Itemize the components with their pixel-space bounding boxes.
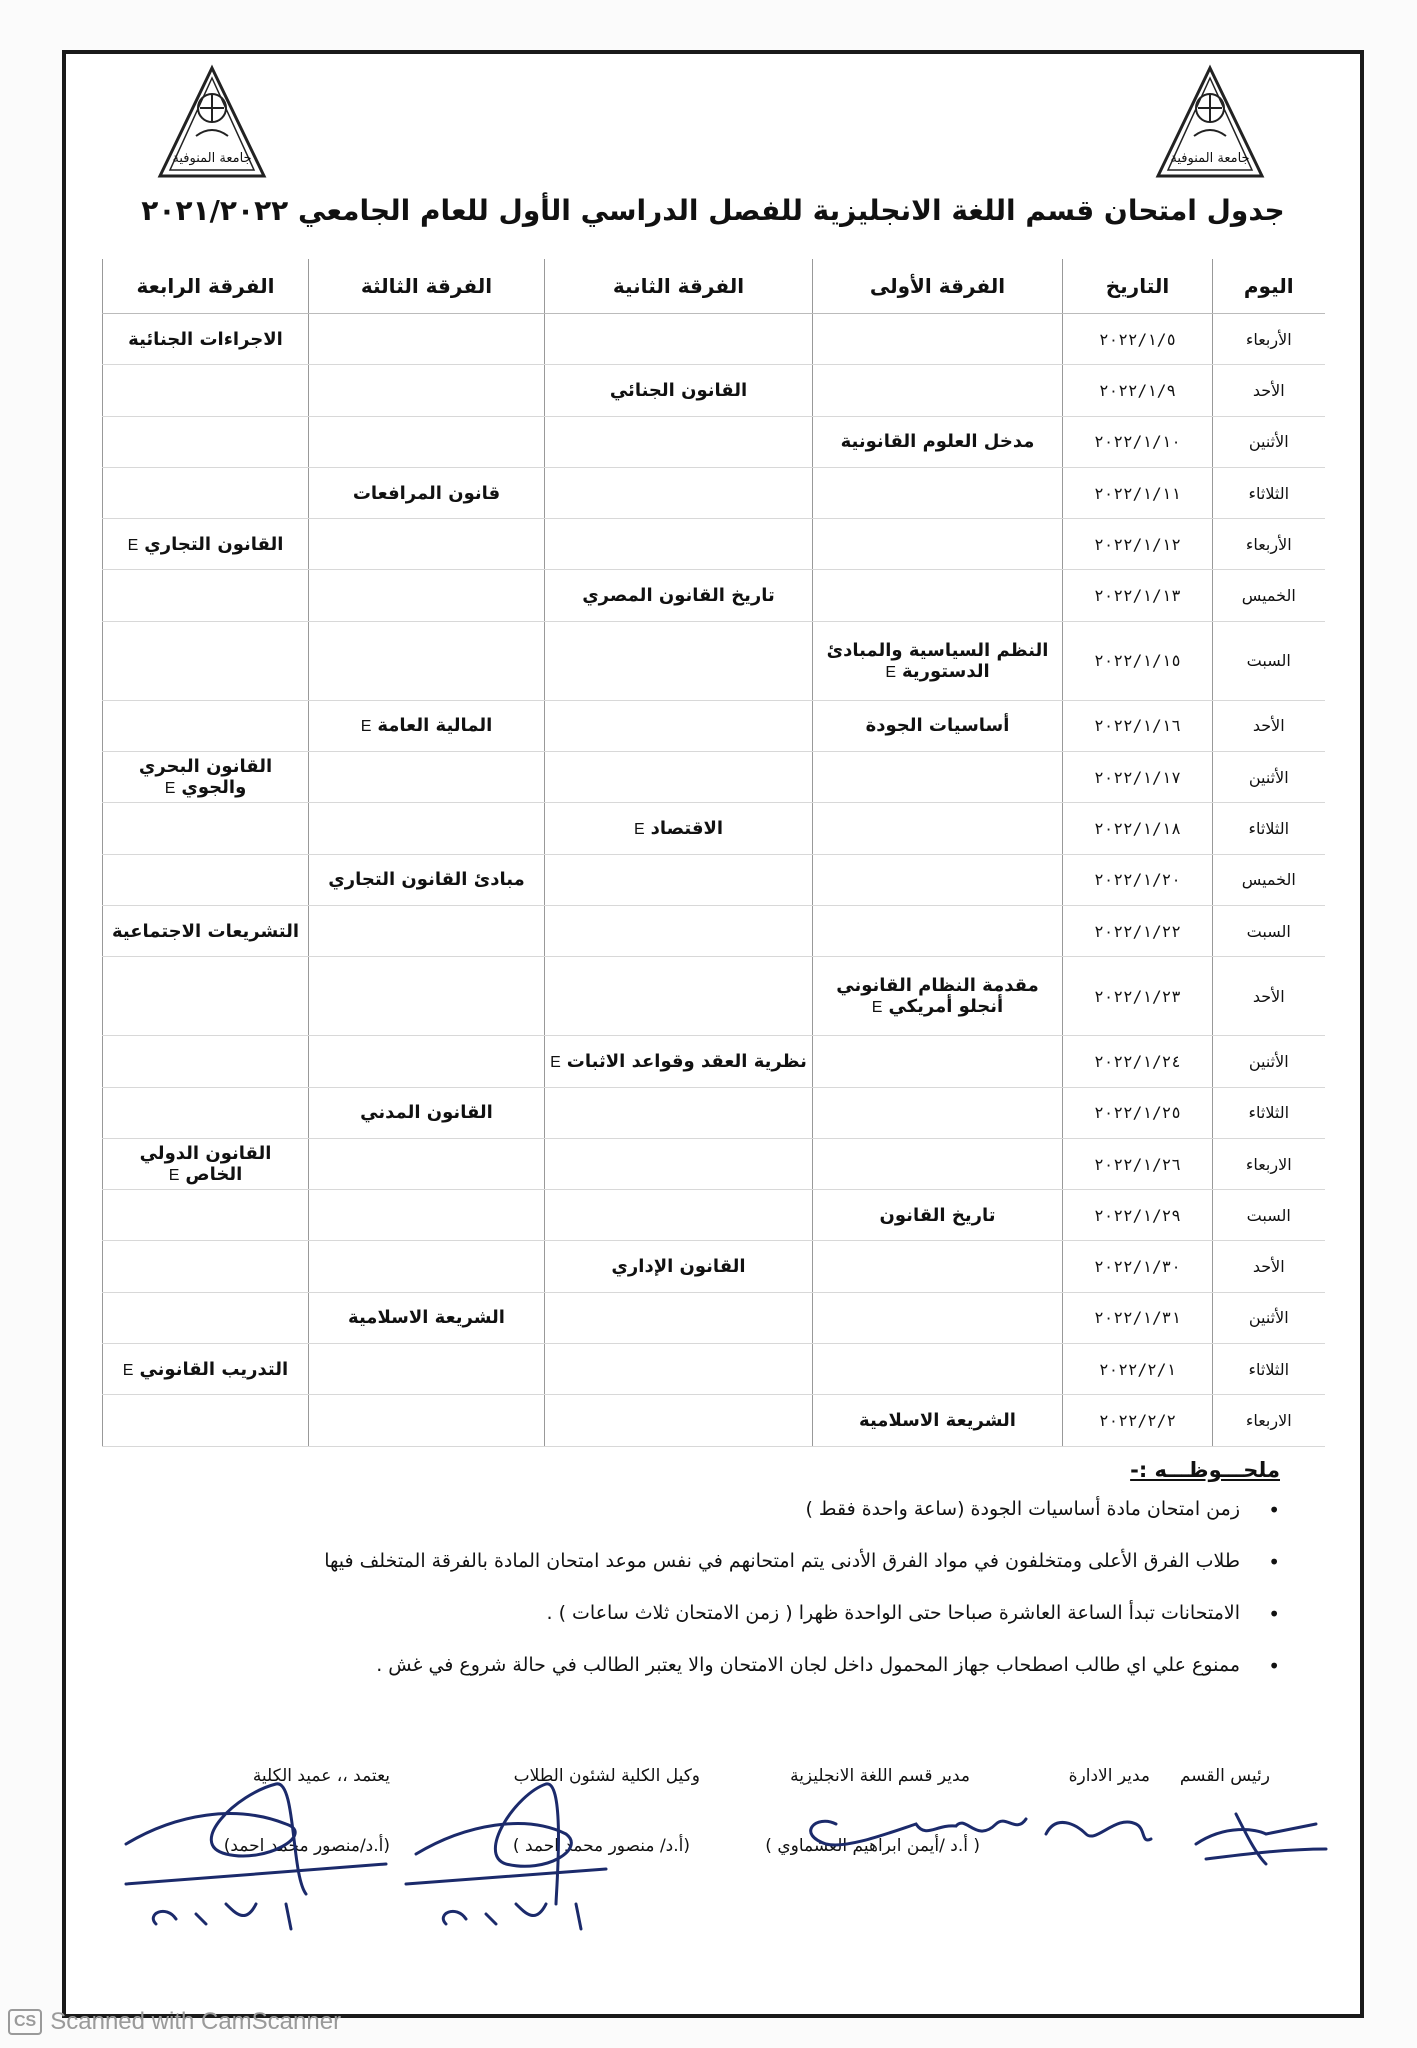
day-label: الأثنين: [1248, 1308, 1289, 1328]
day-cell: [1213, 1087, 1325, 1138]
english-marker: E: [885, 663, 896, 681]
subject-cell: [813, 365, 1063, 416]
day-cell: [1213, 1036, 1325, 1087]
vice-dean-date-scribble: [443, 1904, 581, 1929]
english-marker: E: [360, 718, 372, 736]
date-label: ٢٠٢٢/١/٥: [1098, 329, 1177, 349]
day-cell: [1213, 700, 1325, 751]
subject-cell: [103, 957, 309, 1036]
subject-cell: [545, 467, 813, 518]
day-cell: [1213, 1138, 1325, 1189]
subject-label: المالية العامة: [377, 715, 493, 737]
subject-cell: [813, 621, 1063, 700]
table-row: [103, 1292, 1325, 1343]
subject-cell: [813, 752, 1063, 803]
subject-label: مدخل العلوم القانونية: [840, 431, 1035, 453]
subject-label: أساسيات الجودة: [865, 715, 1010, 737]
table-row: [103, 467, 1325, 518]
subject-cell: [813, 570, 1063, 621]
note-item: [130, 1498, 1280, 1520]
subject-cell: [545, 752, 813, 803]
admin-manager-title: مدير الادارة: [1068, 1766, 1150, 1786]
date-label: ٢٠٢٢/١/١٣: [1094, 586, 1181, 606]
table-row: [103, 700, 1325, 751]
note-item: [130, 1602, 1280, 1624]
day-cell: [1213, 1292, 1325, 1343]
subject-cell: [103, 1241, 309, 1292]
date-label: ٢٠٢٢/١/١٨: [1094, 819, 1181, 839]
camscanner-watermark: [8, 2008, 341, 2036]
subject-cell: [545, 905, 813, 956]
day-label: السبت: [1246, 1205, 1291, 1225]
date-cell: [1063, 854, 1213, 905]
table-row: [103, 1241, 1325, 1292]
subject-cell: [309, 752, 545, 803]
dean-name: (أ.د/منصور محمد احمد): [223, 1836, 390, 1856]
subject-label: النظم السياسية والمبادئ الدستورية: [826, 639, 1049, 682]
subject-cell: [103, 314, 309, 365]
subject-cell: [545, 314, 813, 365]
subject-label: مقدمة النظام القانوني أنجلو أمريكي: [836, 975, 1039, 1018]
subject-cell: [309, 803, 545, 854]
subject-cell: [309, 314, 545, 365]
english-marker: E: [168, 1167, 180, 1184]
table-row: [103, 365, 1325, 416]
vice-dean-name: (أ.د/ منصور محمد احمد ): [512, 1836, 690, 1856]
subject-label: القانون الدولي الخاص: [139, 1143, 272, 1185]
day-cell: [1213, 1395, 1325, 1446]
english-dept-manager-name: ( أ.د /أيمن ابراهيم العشماوي ): [765, 1836, 980, 1856]
day-label: الثلاثاء: [1248, 483, 1290, 503]
date-cell: [1063, 314, 1213, 365]
subject-cell: [545, 1036, 813, 1087]
subject-cell: [813, 957, 1063, 1036]
english-marker: E: [871, 999, 883, 1017]
day-label: الأثنين: [1248, 767, 1289, 787]
date-cell: [1063, 1190, 1213, 1241]
subject-cell: [309, 1190, 545, 1241]
subject-cell: [545, 803, 813, 854]
date-label: ٢٠٢٢/١/١٧: [1094, 767, 1181, 787]
day-cell: [1213, 621, 1325, 700]
table-row: [103, 1036, 1325, 1087]
table-row: [103, 1087, 1325, 1138]
date-label: ٢٠٢٢/١/٢٠: [1094, 870, 1181, 890]
subject-label: التدريب القانوني: [139, 1358, 289, 1380]
column-header: اليوم: [1213, 259, 1325, 314]
subject-label: القانون الجنائي: [609, 379, 748, 401]
subject-label: الاجراءات الجنائية: [128, 328, 283, 350]
table-row: [103, 752, 1325, 803]
bullet-icon: •: [1268, 1550, 1280, 1574]
day-label: الاربعاء: [1245, 1154, 1292, 1174]
date-cell: [1063, 1138, 1213, 1189]
subject-cell: [545, 570, 813, 621]
notes-section: [130, 1458, 1280, 1706]
table-row: [103, 314, 1325, 365]
bullet-icon: •: [1268, 1654, 1280, 1678]
subject-cell: [309, 1138, 545, 1189]
table-row: [103, 1190, 1325, 1241]
column-header: الفرقة الرابعة: [103, 259, 309, 314]
column-header: الفرقة الأولى: [813, 259, 1063, 314]
subject-cell: [103, 621, 309, 700]
day-label: الأحد: [1252, 1257, 1285, 1277]
date-cell: [1063, 700, 1213, 751]
date-label: ٢٠٢٢/١/١٠: [1094, 432, 1181, 452]
subject-label: الشريعة الاسلامية: [348, 1307, 505, 1329]
day-label: الأحد: [1252, 986, 1285, 1006]
subject-cell: [813, 1190, 1063, 1241]
date-cell: [1063, 467, 1213, 518]
admin-manager-signature: [1046, 1822, 1151, 1840]
date-label: ٢٠٢٢/١/٢٣: [1094, 986, 1181, 1006]
table-row: [103, 1344, 1325, 1395]
date-cell: [1063, 1395, 1213, 1446]
day-cell: [1213, 1241, 1325, 1292]
subject-cell: [309, 1036, 545, 1087]
day-label: الخميس: [1241, 870, 1296, 890]
table-row: [103, 1138, 1325, 1189]
subject-cell: [309, 519, 545, 570]
subject-cell: [813, 467, 1063, 518]
table-row: [103, 854, 1325, 905]
table-row: [103, 803, 1325, 854]
subject-cell: [545, 519, 813, 570]
subject-cell: [103, 803, 309, 854]
dean-signature: [126, 1784, 386, 1894]
date-label: ٢٠٢٢/١/١٢: [1094, 534, 1181, 554]
date-cell: [1063, 1344, 1213, 1395]
logo-caption: جامعة المنوفية: [1170, 151, 1250, 166]
subject-cell: [309, 467, 545, 518]
date-label: ٢٠٢٢/١/١٥: [1094, 651, 1181, 671]
subject-cell: [813, 1036, 1063, 1087]
date-cell: [1063, 621, 1213, 700]
day-label: الأربعاء: [1245, 329, 1292, 349]
subject-cell: [309, 700, 545, 751]
day-label: الأثنين: [1248, 1051, 1289, 1071]
logo-caption: جامعة المنوفية: [172, 151, 252, 166]
subject-cell: [813, 519, 1063, 570]
subject-cell: [103, 1292, 309, 1343]
subject-cell: [545, 1395, 813, 1446]
table-row: [103, 416, 1325, 467]
day-cell: [1213, 803, 1325, 854]
dept-head-title: رئيس القسم: [1179, 1766, 1270, 1786]
date-cell: [1063, 1292, 1213, 1343]
subject-cell: [309, 1344, 545, 1395]
subject-cell: [545, 365, 813, 416]
day-label: الثلاثاء: [1248, 1359, 1290, 1379]
subject-cell: [813, 700, 1063, 751]
day-cell: [1213, 416, 1325, 467]
bullet-icon: •: [1268, 1498, 1280, 1522]
day-cell: [1213, 365, 1325, 416]
subject-label: مبادئ القانون التجاري: [328, 869, 525, 891]
subject-cell: [309, 854, 545, 905]
date-label: ٢٠٢٢/١/٢٦: [1094, 1154, 1181, 1174]
column-header: الفرقة الثانية: [545, 259, 813, 314]
subject-cell: [103, 1087, 309, 1138]
day-label: الاربعاء: [1245, 1410, 1292, 1430]
subject-cell: [103, 752, 309, 803]
subject-cell: [309, 416, 545, 467]
subject-cell: [103, 416, 309, 467]
day-cell: [1213, 905, 1325, 956]
day-label: الأحد: [1252, 716, 1285, 736]
date-label: ٢٠٢٢/١/٩: [1098, 380, 1177, 400]
subject-label: القانون البحري والجوي: [138, 756, 273, 799]
date-label: ٢٠٢٢/١/٢٤: [1094, 1051, 1181, 1071]
note-text: ممنوع علي اي طالب اصطحاب جهاز المحمول داخل لجان الامتحان والا يعتبر الطالب في حالة شروع في غش .: [376, 1654, 1240, 1676]
subject-cell: [813, 905, 1063, 956]
subject-label: الشريعة الاسلامية: [859, 1409, 1016, 1431]
subject-cell: [309, 1395, 545, 1446]
subject-cell: [103, 365, 309, 416]
page-title: جدول امتحان قسم اللغة الانجليزية للفصل الدراسي الأول للعام الجامعي ٢٠٢١/٢٠٢٢: [141, 194, 1285, 227]
day-label: الأحد: [1252, 380, 1285, 400]
date-label: ٢٠٢٢/١/١٦: [1094, 716, 1181, 736]
subject-cell: [309, 570, 545, 621]
note-text: زمن امتحان مادة أساسيات الجودة (ساعة واحدة فقط ): [805, 1498, 1240, 1520]
day-label: السبت: [1246, 651, 1291, 671]
camscanner-text: Scanned with CamScanner: [50, 2008, 342, 2035]
english-marker: E: [127, 536, 139, 554]
document-page: [62, 50, 1364, 2018]
date-label: ٢٠٢٢/١/٣١: [1094, 1308, 1181, 1328]
subject-cell: [545, 1241, 813, 1292]
day-cell: [1213, 467, 1325, 518]
subject-label: تاريخ القانون المصري: [582, 585, 775, 607]
subject-label: القانون التجاري: [144, 533, 284, 555]
note-text: الامتحانات تبدأ الساعة العاشرة صباحا حتى الواحدة ظهرا ( زمن الامتحان ثلاث ساعات ) .: [546, 1602, 1240, 1624]
table-body: [103, 314, 1325, 1447]
date-cell: [1063, 1036, 1213, 1087]
camscanner-logo: CS: [8, 2009, 42, 2035]
subject-cell: [309, 1241, 545, 1292]
date-label: ٢٠٢٢/١/٢٩: [1094, 1205, 1181, 1225]
subject-cell: [813, 854, 1063, 905]
date-cell: [1063, 1087, 1213, 1138]
subject-label: قانون المرافعات: [352, 482, 501, 504]
dean-approval-title: يعتمد ،، عميد الكلية: [252, 1766, 390, 1786]
date-cell: [1063, 570, 1213, 621]
subject-cell: [545, 700, 813, 751]
day-label: الأثنين: [1248, 432, 1289, 452]
subject-cell: [813, 1395, 1063, 1446]
vice-dean-title: وكيل الكلية لشئون الطلاب: [513, 1766, 700, 1786]
day-label: الأربعاء: [1245, 534, 1292, 554]
subject-cell: [309, 957, 545, 1036]
subject-cell: [103, 905, 309, 956]
english-marker: E: [550, 1053, 561, 1071]
subject-cell: [309, 365, 545, 416]
subject-cell: [545, 1138, 813, 1189]
subject-cell: [813, 1087, 1063, 1138]
subject-cell: [309, 1292, 545, 1343]
note-item: [130, 1550, 1280, 1572]
subject-cell: [813, 416, 1063, 467]
english-marker: E: [164, 780, 176, 798]
table-row: [103, 957, 1325, 1036]
date-label: ٢٠٢٢/٢/١: [1098, 1359, 1177, 1379]
subject-cell: [545, 1292, 813, 1343]
table-row: [103, 519, 1325, 570]
subject-label: تاريخ القانون: [879, 1204, 996, 1226]
subject-cell: [813, 1292, 1063, 1343]
dept-head-signature: [1196, 1814, 1326, 1864]
subject-cell: [545, 1190, 813, 1241]
subject-cell: [813, 1138, 1063, 1189]
subject-cell: [103, 519, 309, 570]
english-manager-signature: [811, 1819, 1026, 1845]
column-header: التاريخ: [1063, 259, 1213, 314]
english-marker: E: [122, 1361, 134, 1379]
date-cell: [1063, 752, 1213, 803]
table-row: [103, 905, 1325, 956]
exam-schedule-table: [102, 259, 1325, 1447]
subject-cell: [103, 1395, 309, 1446]
subject-cell: [103, 1190, 309, 1241]
dean-date-scribble: [153, 1904, 291, 1929]
notes-heading: ملحـــوظـــه :-: [1130, 1458, 1280, 1482]
university-logo-left: [156, 64, 268, 184]
table-row: [103, 621, 1325, 700]
subject-cell: [309, 1087, 545, 1138]
date-label: ٢٠٢٢/١/٢٥: [1094, 1103, 1181, 1123]
day-cell: [1213, 752, 1325, 803]
subject-label: القانون الإداري: [611, 1256, 746, 1278]
date-cell: [1063, 365, 1213, 416]
subject-cell: [103, 570, 309, 621]
subject-cell: [545, 416, 813, 467]
vice-dean-signature: [406, 1784, 606, 1904]
day-label: الثلاثاء: [1248, 1103, 1290, 1123]
day-cell: [1213, 854, 1325, 905]
column-header: الفرقة الثالثة: [309, 259, 545, 314]
english-dept-manager-title: مدير قسم اللغة الانجليزية: [790, 1766, 970, 1786]
date-cell: [1063, 519, 1213, 570]
subject-label: التشريعات الاجتماعية: [111, 920, 300, 942]
date-cell: [1063, 1241, 1213, 1292]
subject-cell: [813, 314, 1063, 365]
subject-cell: [103, 1138, 309, 1189]
subject-cell: [545, 621, 813, 700]
subject-cell: [103, 1344, 309, 1395]
day-cell: [1213, 1344, 1325, 1395]
subject-cell: [813, 1241, 1063, 1292]
subject-label: نظرية العقد وقواعد الاثبات: [566, 1050, 807, 1072]
day-cell: [1213, 519, 1325, 570]
subject-cell: [545, 1087, 813, 1138]
subject-cell: [545, 854, 813, 905]
subject-cell: [103, 700, 309, 751]
date-cell: [1063, 803, 1213, 854]
university-logo-right: [1154, 64, 1266, 184]
day-cell: [1213, 570, 1325, 621]
subject-cell: [545, 1344, 813, 1395]
bullet-icon: •: [1268, 1602, 1280, 1626]
subject-label: القانون المدني: [360, 1102, 493, 1124]
subject-label: الاقتصاد: [650, 818, 724, 840]
date-label: ٢٠٢٢/١/٣٠: [1094, 1257, 1181, 1277]
date-label: ٢٠٢٢/١/١١: [1094, 483, 1181, 503]
day-cell: [1213, 314, 1325, 365]
subject-cell: [309, 621, 545, 700]
subject-cell: [103, 854, 309, 905]
day-label: الخميس: [1241, 586, 1296, 606]
note-item: [130, 1654, 1280, 1676]
table-header-row: [103, 259, 1325, 314]
note-text: طلاب الفرق الأعلى ومتخلفون في مواد الفرق الأدنى يتم امتحانهم في نفس موعد امتحان المادة بالفرقة المتخلف فيها: [324, 1550, 1240, 1572]
date-label: ٢٠٢٢/٢/٢: [1098, 1410, 1177, 1430]
day-label: السبت: [1246, 921, 1291, 941]
subject-cell: [103, 1036, 309, 1087]
table-row: [103, 1395, 1325, 1446]
day-cell: [1213, 957, 1325, 1036]
subject-cell: [309, 905, 545, 956]
subject-cell: [103, 467, 309, 518]
date-cell: [1063, 905, 1213, 956]
subject-cell: [545, 957, 813, 1036]
date-cell: [1063, 416, 1213, 467]
subject-cell: [813, 803, 1063, 854]
english-marker: E: [633, 821, 645, 839]
signature-scribbles: [86, 1754, 1346, 1944]
subject-cell: [813, 1344, 1063, 1395]
date-cell: [1063, 957, 1213, 1036]
table-row: [103, 570, 1325, 621]
day-label: الثلاثاء: [1248, 819, 1290, 839]
day-cell: [1213, 1190, 1325, 1241]
date-label: ٢٠٢٢/١/٢٢: [1094, 921, 1181, 941]
